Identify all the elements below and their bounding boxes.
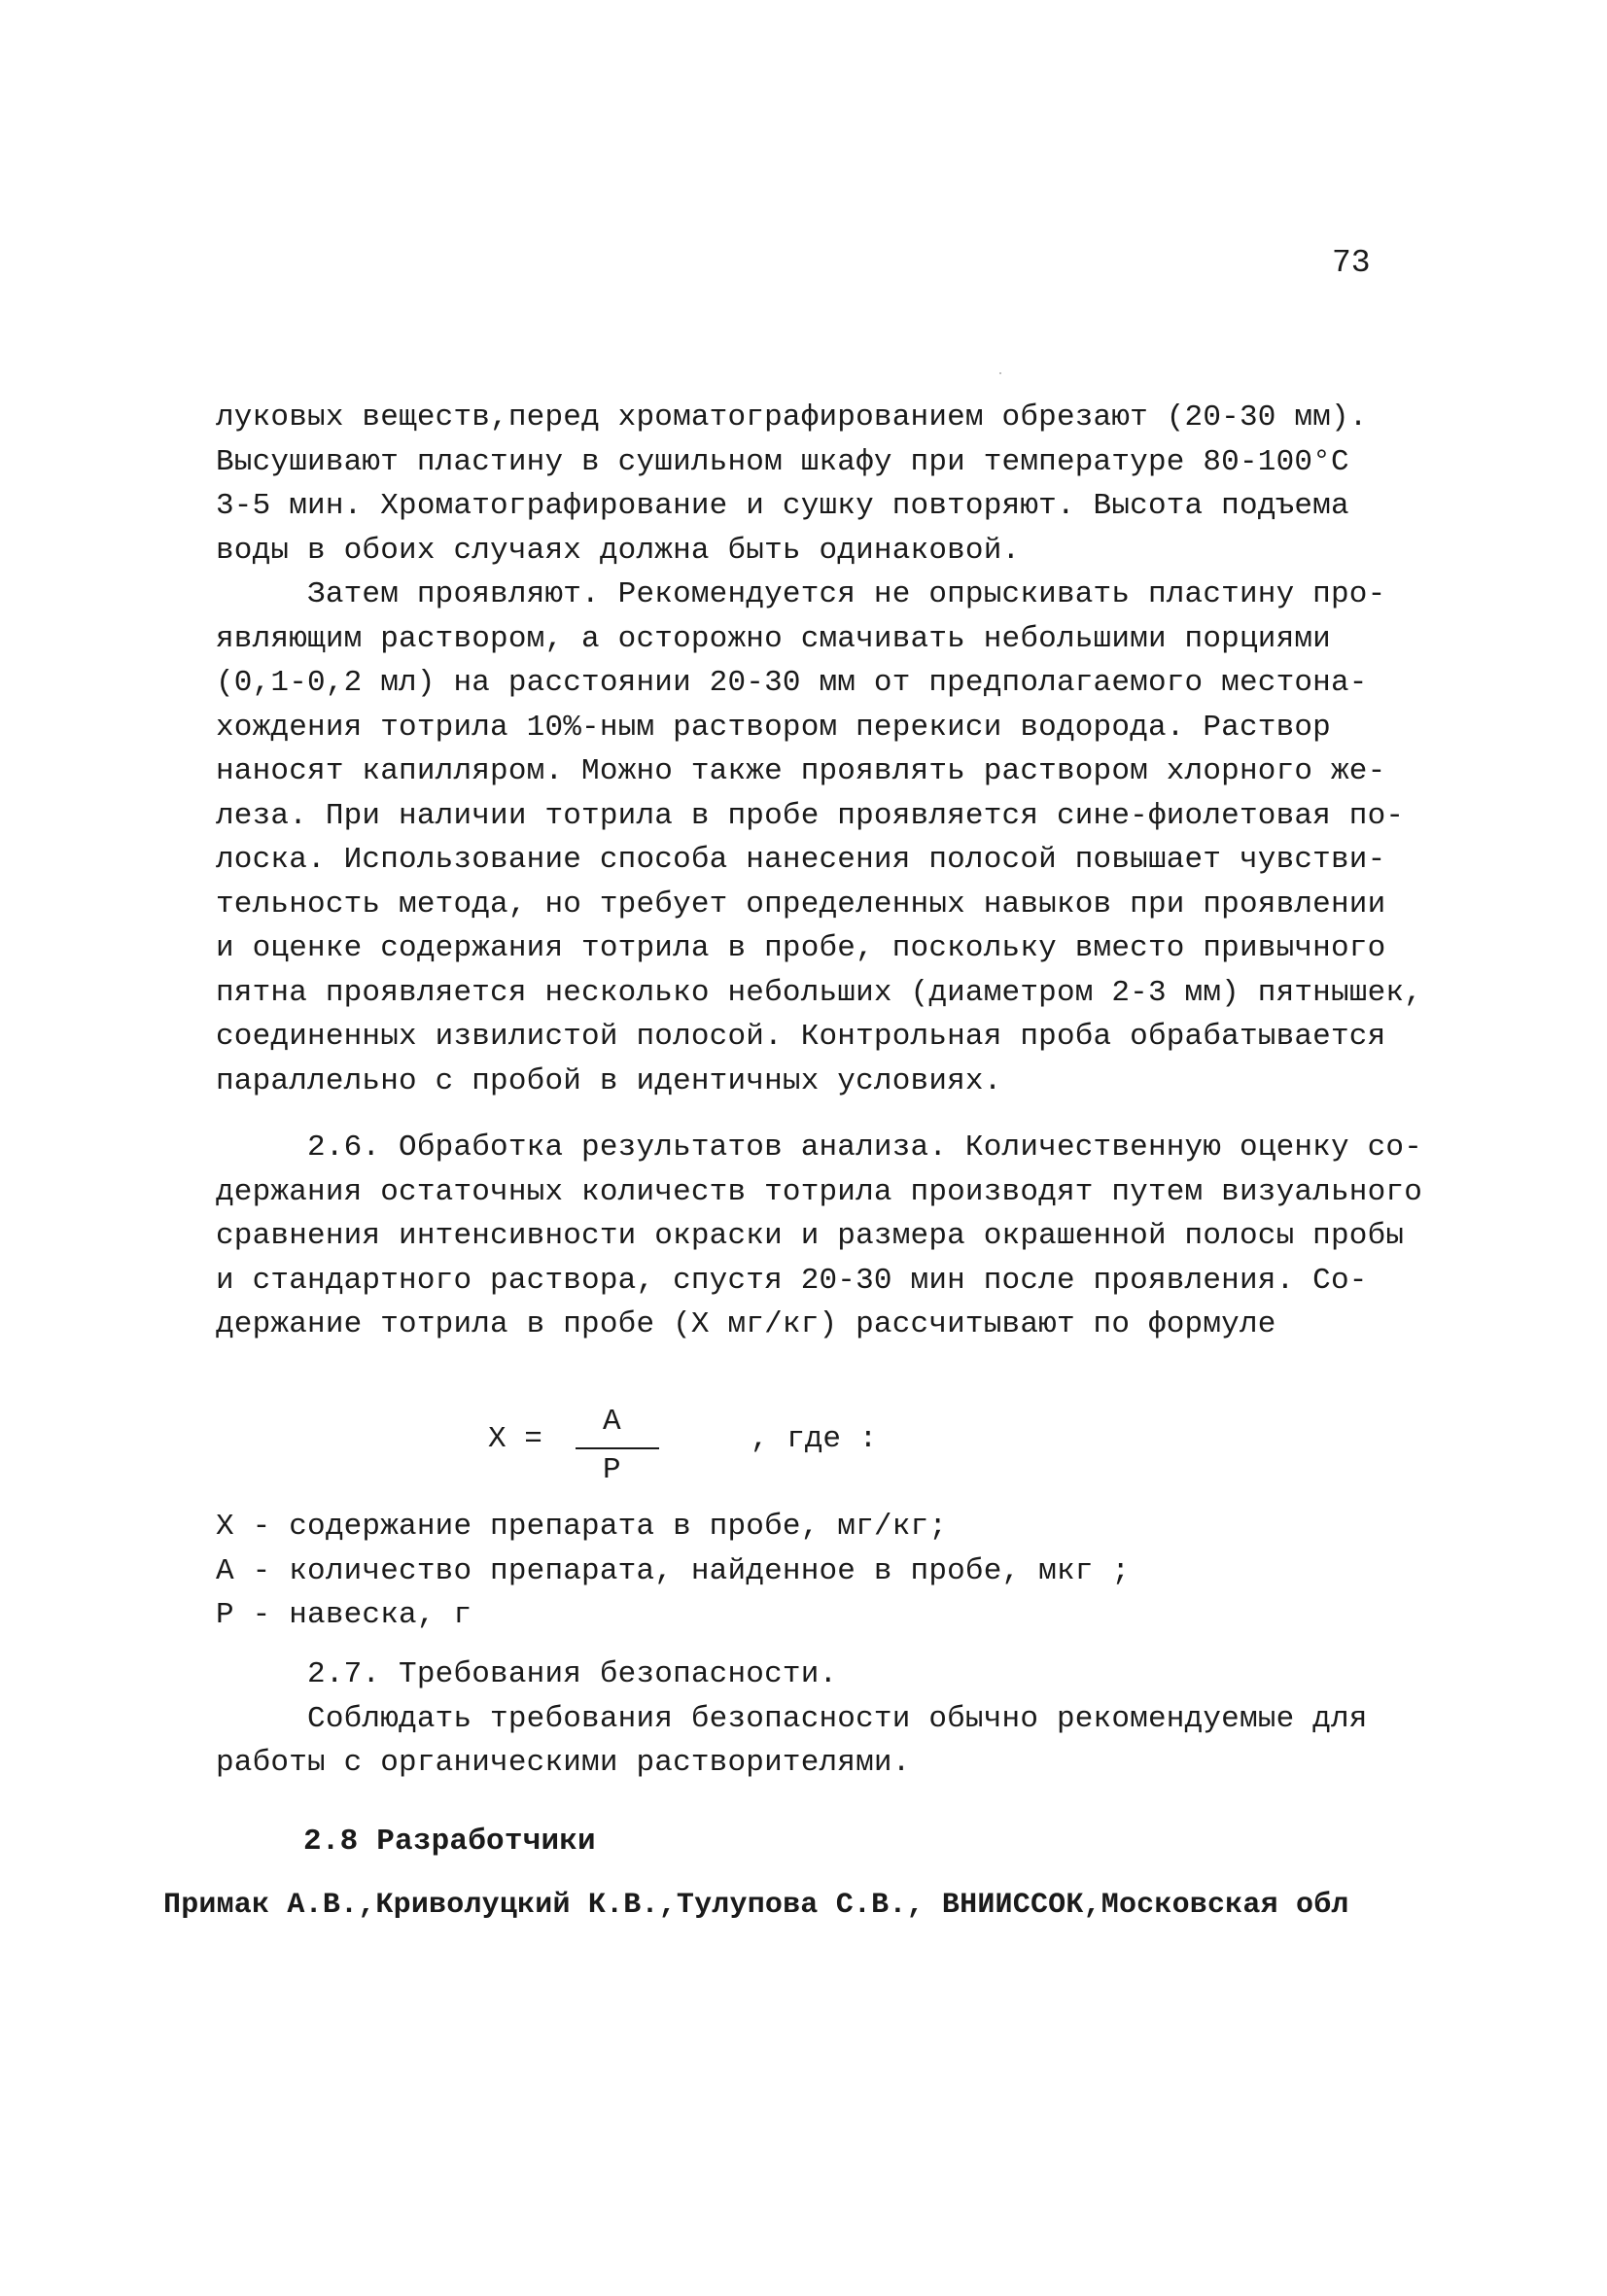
text-line: Высушивают пластину в сушильном шкафу при температуре 80-100°С — [216, 444, 1349, 479]
text-line: и стандартного раствора, спустя 20-30 мин после проявления. Со- — [216, 1263, 1368, 1298]
text-line: 2.7. Требования безопасности. — [216, 1657, 838, 1691]
text-line: воды в обоих случаях должна быть одинаковой. — [216, 533, 1021, 568]
text-line: 3-5 мин. Хроматографирование и сушку повторяют. Высота подъема — [216, 489, 1349, 523]
text-line: и оценке содержания тотрила в пробе, поскольку вместо привычного — [216, 931, 1386, 965]
page-number: 73 — [1332, 245, 1371, 281]
text-line: (0,1-0,2 мл) на расстоянии 20-30 мм от предполагаемого местона- — [216, 666, 1368, 700]
text-line: держание тотрила в пробе (Х мг/кг) рассчитывают по формуле — [216, 1307, 1276, 1341]
text-line: являющим раствором, а осторожно смачивать небольшими порциями — [216, 621, 1331, 656]
definition-line: А - количество препарата, найденное в пробе, мкг ; — [216, 1553, 1131, 1588]
formula-suffix: , где : — [751, 1422, 878, 1456]
definitions — [216, 1505, 1130, 1638]
text-line: лоска. Использование способа нанесения полосой повышает чувстви- — [216, 843, 1386, 877]
text-line: держания остаточных количеств тотрила производят путем визуального — [216, 1174, 1422, 1209]
text-line: хождения тотрила 10%-ным раствором перекиси водорода. Раствор — [216, 710, 1331, 745]
formula-numerator: А — [603, 1405, 621, 1439]
formula — [488, 1405, 994, 1492]
text-line: Соблюдать требования безопасности обычно рекомендуемые для — [216, 1701, 1368, 1736]
section-2-8-title: 2.8 Разработчики — [303, 1825, 596, 1859]
text-line: параллельно с пробой в идентичных условиях. — [216, 1063, 1002, 1098]
scan-speck — [999, 372, 1001, 374]
section-2-6 — [216, 1126, 1422, 1347]
text-line: тельность метода, но требует определенных навыков при проявлении — [216, 887, 1386, 922]
paragraph-development — [216, 573, 1422, 1103]
text-line: работы с органическими растворителями. — [216, 1746, 911, 1780]
text-line: пятна проявляется несколько небольших (диаметром 2-3 мм) пятнышек, — [216, 975, 1422, 1010]
definition-line: Х - содержание препарата в пробе, мг/кг; — [216, 1510, 948, 1544]
text-line: соединенных извилистой полосой. Контрольная проба обрабатывается — [216, 1020, 1386, 1054]
authors-line: Примак А.В.,Криволуцкий К.В.,Тулупова С.В., ВНИИССОК,Московская обл — [163, 1889, 1349, 1922]
formula-lhs: Х = — [488, 1422, 542, 1456]
text-line: 2.6. Обработка результатов анализа. Количественную оценку со- — [216, 1131, 1422, 1165]
fraction-bar — [576, 1447, 659, 1449]
text-line: Затем проявляют. Рекомендуется не опрыскивать пластину про- — [216, 577, 1386, 611]
text-line: сравнения интенсивности окраски и размера окрашенной полосы пробы — [216, 1219, 1405, 1253]
section-2-7 — [216, 1652, 1368, 1786]
formula-denominator: Р — [603, 1453, 621, 1487]
definition-line: Р - навеска, г — [216, 1598, 472, 1632]
paragraph-continuation — [216, 396, 1368, 573]
text-line: леза. При наличии тотрила в пробе проявляется сине-фиолетовая по- — [216, 798, 1405, 833]
text-line: наносят капилляром. Можно также проявлять раствором хлорного же- — [216, 754, 1386, 788]
text-line: луковых веществ,перед хроматографированием обрезают (20-30 мм). — [216, 400, 1368, 435]
